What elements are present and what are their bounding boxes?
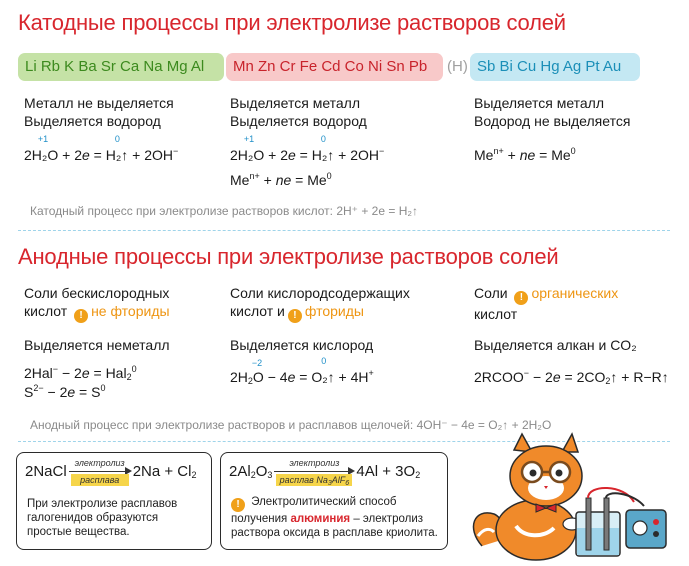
anode-col2-result: Выделяется кислород <box>230 337 374 353</box>
alumina-note: ! Электролитический способ получения алюминия – электролиз раствора оксида в расплаве криолита. <box>231 496 438 539</box>
anode-col1-equation2: $S^{2-} - 2e = S^0$ <box>24 383 106 400</box>
cathode-col1-equation: 2H₂ +1 O + 2e = H₂ 0 ↑ + 2OH− <box>24 134 179 163</box>
warning-icon: ! <box>514 291 528 305</box>
cathode-title: Катодные процессы при электролизе растворов солей <box>18 10 566 35</box>
anode-col2-equation: $2H_2O$ −2 − 4e = O₂ 0 ↑ + 4H+ <box>230 356 374 386</box>
anode-col3-equation: 2RCOO− − $2e = 2CO_2↑$ + R−R↑ <box>474 368 669 386</box>
anode-col1-equation1: 2Hal− − 2e = Hal$_2^0$ <box>24 364 137 382</box>
cat-scientist-illustration <box>464 428 674 562</box>
alumina-equation: $2Al_2O_3$ электролиз расплав $Na_3AlF_6$ $4Al + 3O_2$ <box>229 458 421 487</box>
cathode-col3-text: Выделяется металл Водород не выделяется <box>474 95 631 129</box>
cathode-col2-text: Выделяется металл Выделяется водород <box>230 95 367 129</box>
anode-col1-text: Соли бескислородных кислот ! не фториды <box>24 285 170 321</box>
nacl-electrolysis-box <box>16 452 212 550</box>
alkali-anode-note: Анодный процесс при электролизе растворов и расплавов щелочей: 4OH⁻ − 4e = O₂↑ + 2H₂O <box>30 418 552 432</box>
warning-icon: ! <box>231 498 245 512</box>
alumina-electrolysis-box <box>220 452 448 550</box>
section-divider <box>18 230 670 231</box>
anode-col1-result: Выделяется неметалл <box>24 337 170 353</box>
nacl-note: При электролизе расплавов галогенидов образуются простые вещества. <box>27 498 178 538</box>
reaction-arrow: электролиз расплава <box>69 461 131 483</box>
warning-icon: ! <box>288 309 302 323</box>
anode-col3-text: Соли ! органических кислот <box>474 285 619 322</box>
anode-title: Анодные процессы при электролизе растворов солей <box>18 244 559 269</box>
cathode-col1-text: Металл не выделяется Выделяется водород <box>24 95 174 129</box>
metal-series-inactive: Sb Bi Cu Hg Ag Pt Au <box>470 53 640 81</box>
nacl-equation: 2NaCl электролиз расплава $2Na + Cl_2$ <box>25 458 197 485</box>
hydrogen-marker: (H) <box>447 58 468 75</box>
metal-series-medium: Mn Zn Cr Fe Cd Co Ni Sn Pb <box>226 53 443 81</box>
metal-series-active: Li Rb K Ba Sr Ca Na Mg Al <box>18 53 224 81</box>
anode-col3-result: Выделяется алкан и CO₂ <box>474 337 637 353</box>
anode-col2-text: Соли кислородсодержащих кислот и ! фториды <box>230 285 410 321</box>
cathode-col2-equation2: $Me^{n+}$ + ne = $Me^0$ <box>230 171 332 188</box>
cathode-col3-equation: $Me^{n+}$ + ne = $Me^0$ <box>474 146 576 163</box>
acid-cathode-note: Катодный процесс при электролизе растворов кислот: 2H⁺ + 2e = H₂↑ <box>30 204 419 218</box>
warning-icon: ! <box>74 309 88 323</box>
cathode-col2-equation1: 2H₂ +1 O + 2e = H₂ 0 ↑ + 2OH− <box>230 134 385 163</box>
reaction-arrow: электролиз расплав $Na_3AlF_6$ <box>274 461 354 483</box>
